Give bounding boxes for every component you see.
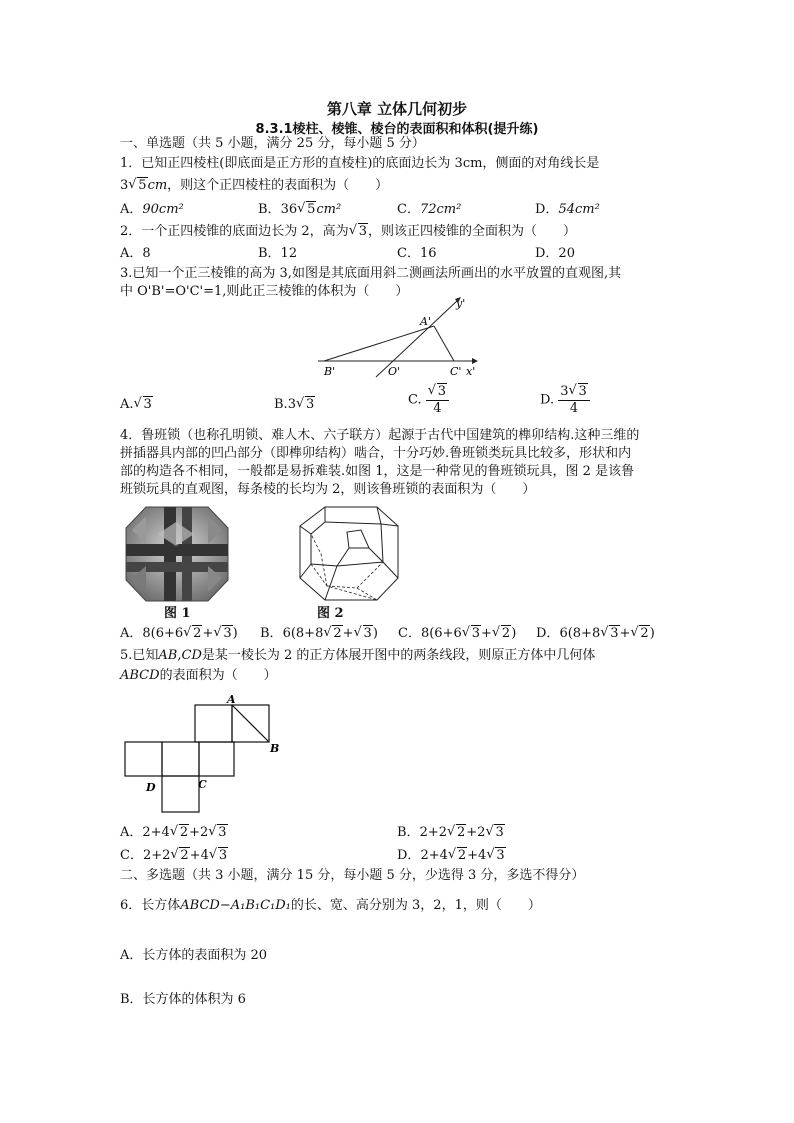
q5-text-line1: 5.已知AB,CD是某一棱长为 2 的正方体展开图中的两条线段，则原正方体中几何体 — [120, 648, 596, 663]
label-x: x' — [466, 365, 476, 378]
q3-option-b: B.3√ 3 — [274, 397, 315, 413]
luban-lock-photo — [124, 504, 230, 604]
label-b: B' — [324, 365, 336, 378]
q3-option-a: A.√ 3 — [120, 397, 153, 413]
q5-option-b: B．2+2√ 2+2√ 3 — [397, 825, 505, 841]
q6-text: 6．长方体ABCD−A₁B₁C₁D₁的长、宽、高分别为 3，2，1，则（ ） — [120, 898, 541, 913]
net-label-a: A — [227, 693, 236, 706]
q2-option-a: A．8 — [120, 246, 151, 261]
net-label-d: D — [146, 781, 156, 794]
figure2-caption: 图 2 — [317, 606, 344, 621]
q3-oblique-figure — [310, 295, 480, 380]
x-axis-arrow — [472, 358, 478, 364]
q4-option-a: A．8(6+6√ 2+√ 3) — [120, 626, 238, 642]
q3-text-line1: 3.已知一个正三棱锥的高为 3,如图是其底面用斜二测画法所画出的水平放置的直观图,其 — [120, 266, 622, 281]
q4-option-d: D．6(8+8√ 3+√ 2) — [536, 626, 655, 642]
q5-option-c: C．2+2√ 2+4√ 3 — [120, 848, 228, 864]
q4-text-line1: 4．鲁班锁（也称孔明锁、难人木、六子联方）起源于古代中国建筑的榫卯结构.这种三维的 — [120, 428, 640, 443]
q1-option-d: D．54cm² — [535, 202, 600, 217]
figure1-caption: 图 1 — [164, 606, 191, 621]
q2-option-c: C．16 — [397, 246, 437, 261]
chapter-title: 第八章 立体几何初步 — [326, 100, 468, 118]
label-y: y' — [456, 297, 466, 310]
q2-option-b: B．12 — [258, 246, 298, 261]
net-label-b: B — [270, 742, 280, 755]
label-c: C' — [450, 365, 462, 378]
label-a: A' — [420, 315, 431, 328]
q3-text-line2: 中 O'B'=O'C'=1,则此正三棱锥的体积为（ ） — [120, 284, 409, 299]
q4-text-line2: 拼插器具内部的凹凸部分（即榫卯结构）啮合，十分巧妙.鲁班锁类玩具比较多，形状和内 — [120, 446, 632, 461]
segment-a-c — [434, 326, 454, 361]
part1-heading: 一、单选题（共 5 小题，满分 25 分，每小题 5 分） — [120, 136, 425, 151]
q6-option-b: B．长方体的体积为 6 — [120, 992, 246, 1007]
net-label-c: C — [198, 778, 207, 791]
q3-option-d: D. $\frac{3√ 3}{4}$ — [540, 384, 590, 417]
q5-option-d: D．2+4√ 2+4√ 3 — [397, 848, 506, 864]
q2-text: 2．一个正四棱锥的底面边长为 2，高为√ 3，则该正四棱锥的全面积为（ ） — [120, 224, 576, 240]
segment-b-a — [324, 326, 434, 361]
label-o: O' — [388, 365, 401, 378]
q3-option-c: C. √ $\frac{3}{4}$ — [408, 384, 449, 417]
q4-option-c: C．8(6+6√ 3+√ 2) — [398, 626, 516, 642]
q5-option-a: A．2+4√ 2+2√ 3 — [120, 825, 228, 841]
cube-net-figure — [120, 690, 290, 815]
q4-option-b: B．6(8+8√ 2+√ 3) — [260, 626, 378, 642]
q1-option-a: A．90cm² — [120, 202, 184, 217]
q1-text-line1: 1．已知正四棱柱(即底面是正方形的直棱柱)的底面边长为 3cm，侧面的对角线长是 — [120, 156, 600, 171]
section-title: 8.3.1棱柱、棱锥、棱台的表面积和体积(提升练) — [255, 122, 539, 137]
q4-text-line4: 班锁玩具的直观图，每条棱的长均为 2，则该鲁班锁的表面积为（ ） — [120, 482, 536, 497]
q1-text-line2: 3√ 5cm，则这个正四棱柱的表面积为（ ） — [120, 178, 388, 194]
part2-heading: 二、多选题（共 3 小题，满分 15 分，每小题 5 分，少选得 3 分，多选不得分） — [120, 868, 585, 883]
q1-option-b: B．36√ 5cm² — [258, 202, 341, 218]
q1-option-c: C．72cm² — [397, 202, 462, 217]
q6-option-a: A．长方体的表面积为 20 — [120, 948, 268, 963]
q5-text-line2: ABCD的表面积为（ ） — [120, 668, 277, 683]
q4-text-line3: 部的构造各不相同，一般都是易拆难装.如图 1，这是一种常见的鲁班锁玩具，图 2 是该鲁 — [120, 464, 635, 479]
luban-lock-diagram — [297, 504, 401, 604]
q2-option-d: D．20 — [535, 246, 575, 261]
